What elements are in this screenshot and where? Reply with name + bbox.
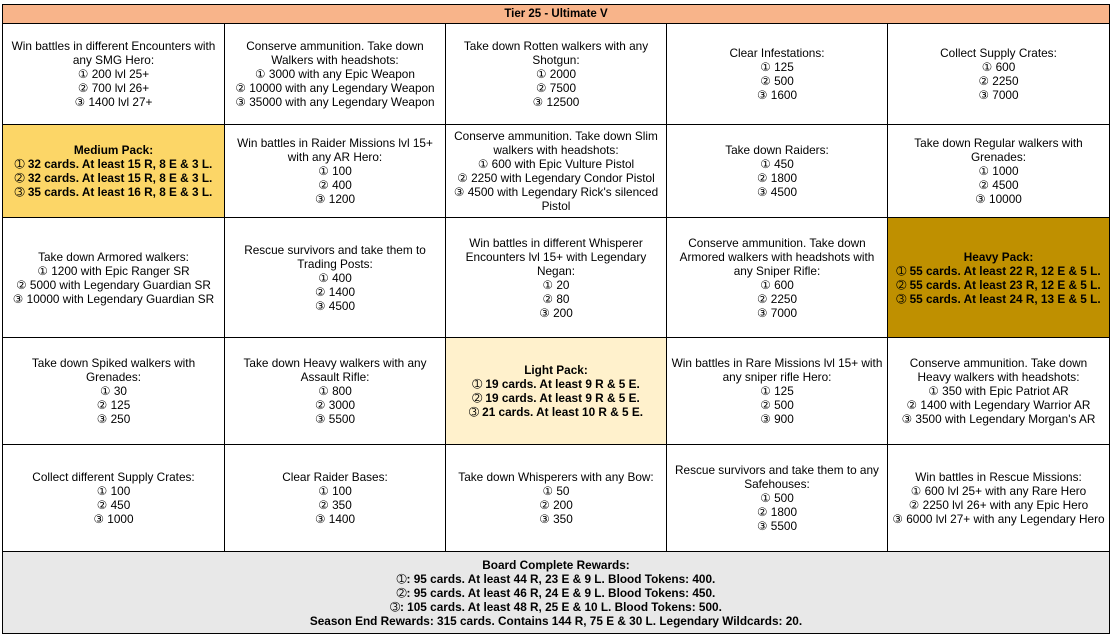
tier-requirement: ③ 5500 (314, 412, 356, 426)
tier-requirement: ① 600 (760, 277, 794, 292)
task-cell (225, 338, 446, 445)
tier-requirement: ③ 35000 with any Legendary Weapon (235, 95, 435, 109)
task-cell (888, 24, 1109, 125)
task-description: Take down Whisperers with any Bow: (458, 470, 654, 484)
tier-requirement: ➀ 19 cards. At least 9 R & 5 E. (472, 377, 640, 391)
tier-requirement: ② 350 (318, 498, 352, 512)
tier-requirement: ② 80 (542, 291, 570, 306)
tier-requirement: ③ 6000 lvl 27+ with any Legendary Hero (892, 512, 1105, 526)
tier-requirement: ① 1000 (978, 164, 1019, 178)
task-cell (888, 125, 1109, 218)
task-cell (446, 218, 667, 338)
tier-requirement: ② 500 (760, 74, 794, 88)
tier-requirement: ① 100 (318, 164, 352, 178)
tier-requirement: ② 500 (760, 398, 794, 412)
tier-requirement: ③ 200 (539, 305, 573, 320)
tier-requirement: ③ 350 (539, 512, 573, 526)
reward-line: ➁: 95 cards. At least 46 R, 24 E & 9 L. Blood Tokens: 450. (396, 585, 716, 600)
task-description: Win battles in Rare Missions lvl 15+ with any sniper rifle Hero: (671, 356, 883, 384)
task-cell (446, 125, 667, 218)
tier-requirement: ③ 10000 (975, 192, 1022, 206)
tier-requirement: ③ 7000 (756, 305, 798, 320)
task-description: Win battles in Rescue Missions: (915, 470, 1082, 484)
task-description: Medium Pack: (73, 143, 154, 157)
tier-board (2, 4, 1110, 634)
tier-requirement: ② 2250 with Legendary Condor Pistol (457, 171, 655, 185)
tier-requirement: ② 2250 (978, 74, 1019, 88)
tier-requirement: ① 200 lvl 25+ (77, 67, 150, 81)
tier-requirement: ② 2250 lvl 26+ with any Epic Hero (908, 498, 1089, 512)
tier-requirement: ① 600 lvl 25+ with any Rare Hero (910, 484, 1087, 498)
task-description: Clear Infestations: (729, 46, 825, 60)
tier-requirement: ③ 7000 (978, 88, 1019, 102)
tier-title: Tier 25 - Ultimate V (3, 5, 1109, 24)
tier-requirement: ③ 250 (96, 412, 131, 426)
board-rewards (3, 552, 1109, 633)
tier-requirement: ① 3000 with any Epic Weapon (255, 67, 415, 81)
task-description: Conserve ammunition. Take down Slim walkers with headshots: (454, 129, 658, 157)
tier-requirement: ③ 900 (760, 412, 794, 426)
tier-requirement: ➁ 55 cards. At least 23 R, 12 E & 5 L. (896, 277, 1101, 292)
tier-requirement: ➁ 32 cards. At least 15 R, 8 E & 3 L. (14, 171, 213, 185)
task-description: Take down Spiked walkers with Grenades: (31, 356, 196, 384)
task-description: Take down Raiders: (725, 143, 829, 157)
tier-requirement: ② 700 lvl 26+ (77, 81, 150, 95)
task-cell (3, 218, 225, 338)
task-cell (888, 338, 1109, 445)
tier-requirement: ② 7500 (535, 81, 577, 95)
tier-requirement: ③ 10000 with Legendary Guardian SR (12, 291, 215, 306)
task-description: Take down Armored walkers: (38, 249, 189, 264)
tier-requirement: ① 125 (760, 384, 794, 398)
tier-requirement: ➂ 35 cards. At least 16 R, 8 E & 3 L. (14, 185, 213, 199)
task-description: Win battles in Raider Missions lvl 15+ with any AR Hero: (237, 136, 433, 164)
tier-requirement: ② 200 (539, 498, 573, 512)
task-description: Collect different Supply Crates: (32, 470, 195, 484)
tier-requirement: ① 450 (760, 157, 794, 171)
tier-requirement: ① 500 (760, 491, 794, 505)
tier-requirement: ③ 1000 (93, 512, 134, 526)
task-description: Win battles in different Encounters with any SMG Hero: (11, 39, 216, 67)
task-cell (667, 338, 888, 445)
season-end-rewards: Season End Rewards: 315 cards. Contains 144 R, 75 E & 30 L. Legendary Wildcards: 20. (309, 613, 803, 628)
task-cell (225, 24, 446, 125)
task-cell (667, 445, 888, 552)
tier-requirement: ② 5000 with Legendary Guardian SR (16, 277, 211, 292)
task-cell (446, 445, 667, 552)
task-description: Conserve ammunition. Take down Armored walkers with headshots with any Sniper Rifle: (679, 235, 875, 278)
tier-requirement: ③ 1200 (314, 192, 356, 206)
task-cell (667, 218, 888, 338)
tier-requirement: ① 800 (318, 384, 352, 398)
tier-requirement: ② 1400 with Legendary Warrior AR (906, 398, 1091, 412)
task-description: Take down Regular walkers with Grenades: (914, 136, 1083, 164)
reward-line: ➂: 105 cards. At least 48 R, 25 E & 10 L. Blood Tokens: 500. (390, 599, 722, 614)
tier-requirement: ③ 4500 (314, 298, 356, 313)
tier-requirement: ➂ 55 cards. At least 24 R, 13 E & 5 L. (896, 291, 1101, 306)
tier-requirement: ③ 12500 (532, 95, 580, 109)
task-cell (225, 445, 446, 552)
tier-requirement: ③ 1600 (756, 88, 798, 102)
task-cell (3, 445, 225, 552)
tier-requirement: ③ 1400 (314, 512, 356, 526)
rewards-heading: Board Complete Rewards: (482, 557, 630, 572)
task-description: Take down Heavy walkers with any Assault Rifle: (243, 356, 427, 384)
task-description: Collect Supply Crates: (940, 46, 1057, 60)
task-cell (888, 445, 1109, 552)
tier-requirement: ① 100 (318, 484, 352, 498)
tier-requirement: ➂ 21 cards. At least 10 R & 5 E. (468, 405, 644, 419)
task-cell (446, 24, 667, 125)
task-description: Conserve ammunition. Take down Heavy walkers with headshots: (909, 356, 1088, 384)
task-description: Take down Rotten walkers with any Shotgun: (463, 39, 649, 67)
tier-requirement: ① 350 with Epic Patriot AR (928, 384, 1069, 398)
tier-requirement: ② 3000 (314, 398, 356, 412)
tier-requirement: ② 1800 (756, 171, 798, 185)
task-cell (3, 338, 225, 445)
task-cell (225, 125, 446, 218)
tier-requirement: ③ 1400 lvl 27+ (74, 95, 153, 109)
tier-requirement: ② 1400 (314, 284, 356, 299)
tier-requirement: ① 2000 (535, 67, 577, 81)
tier-requirement: ③ 4500 with Legendary Rick's silenced Pistol (453, 185, 659, 213)
tier-requirement: ③ 3500 with Legendary Morgan's AR (901, 412, 1096, 426)
tier-requirement: ① 100 (96, 484, 131, 498)
light-pack-cell (446, 338, 667, 445)
tier-requirement: ① 30 (100, 384, 127, 398)
task-description: Light Pack: (524, 363, 588, 377)
tier-requirement: ② 1800 (756, 505, 798, 519)
tier-requirement: ① 20 (542, 277, 570, 292)
task-description: Rescue survivors and take them to Trading Posts: (244, 242, 426, 271)
tier-requirement: ➁ 19 cards. At least 9 R & 5 E. (472, 391, 640, 405)
tier-requirement: ② 2250 (756, 291, 798, 306)
tier-requirement: ➀ 32 cards. At least 15 R, 8 E & 3 L. (14, 157, 213, 171)
tier-requirement: ① 50 (542, 484, 570, 498)
task-description: Win battles in different Whisperer Encounters lvl 15+ with Legendary Negan: (465, 235, 647, 278)
medium-pack-cell (3, 125, 225, 218)
task-description: Heavy Pack: (963, 249, 1034, 264)
tier-requirement: ③ 5500 (756, 519, 798, 533)
tier-requirement: ① 125 (760, 60, 794, 74)
task-description: Rescue survivors and take them to any Safehouses: (675, 463, 879, 491)
tier-requirement: ① 600 with Epic Vulture Pistol (477, 157, 635, 171)
reward-line: ➀: 95 cards. At least 44 R, 23 E & 9 L. Blood Tokens: 400. (396, 571, 716, 586)
tier-requirement: ② 400 (318, 178, 352, 192)
task-grid (3, 24, 1109, 552)
tier-requirement: ② 4500 (978, 178, 1019, 192)
task-description: Conserve ammunition. Take down Walkers with headshots: (246, 39, 424, 67)
tier-requirement: ② 10000 with any Legendary Weapon (235, 81, 435, 95)
task-cell (667, 125, 888, 218)
tier-requirement: ② 125 (96, 398, 131, 412)
task-cell (3, 24, 225, 125)
tier-requirement: ③ 4500 (756, 185, 798, 199)
task-cell (225, 218, 446, 338)
heavy-pack-cell (888, 218, 1109, 338)
task-cell (667, 24, 888, 125)
tier-requirement: ① 600 (981, 60, 1016, 74)
tier-requirement: ① 400 (318, 270, 352, 285)
task-description: Clear Raider Bases: (282, 470, 388, 484)
tier-requirement: ① 1200 with Epic Ranger SR (37, 263, 190, 278)
tier-requirement: ② 450 (96, 498, 131, 512)
tier-requirement: ➀ 55 cards. At least 22 R, 12 E & 5 L. (896, 263, 1101, 278)
